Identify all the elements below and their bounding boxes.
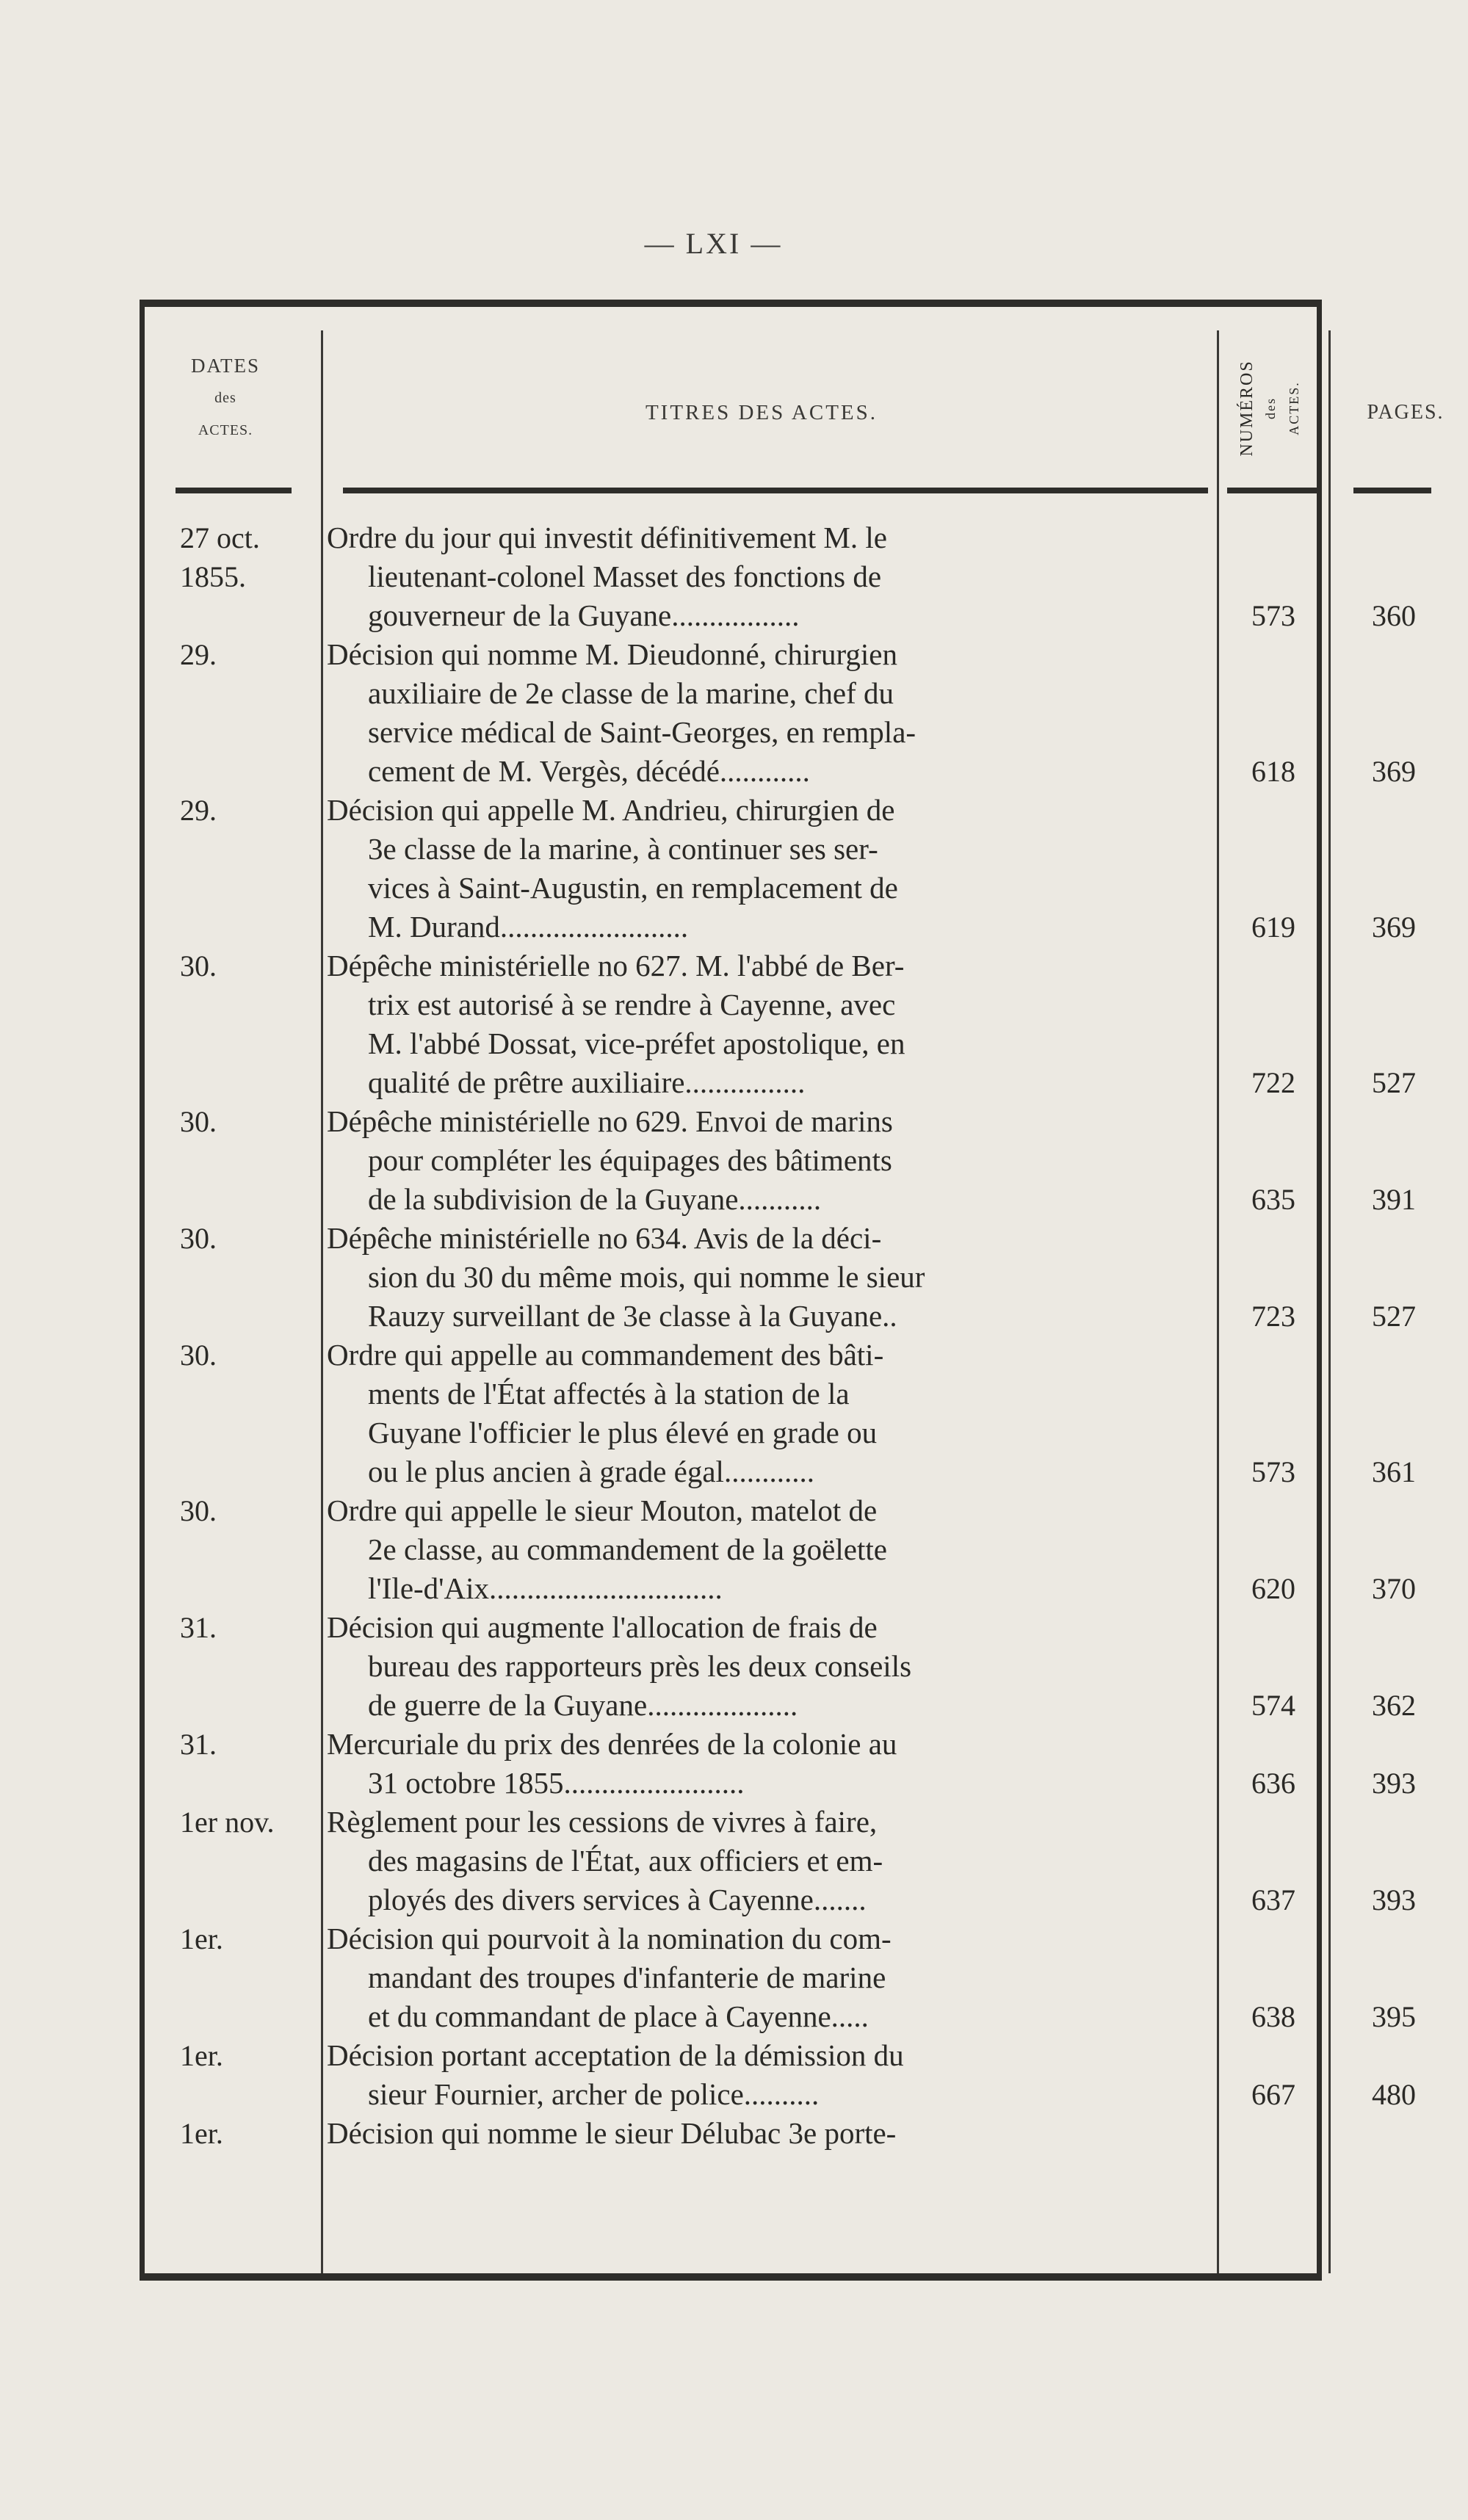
act-page: 480	[1372, 2078, 1416, 2111]
header-rule	[343, 488, 1208, 493]
table-row	[145, 1608, 1416, 1725]
act-title-line: des magasins de l'État, aux officiers et em-	[368, 1844, 883, 1878]
act-date: 1er.	[180, 2039, 223, 2072]
header-pages: PAGES.	[1367, 401, 1445, 424]
act-title-line: 31 octobre 1855........................	[368, 1766, 745, 1800]
act-title-line: Dépêche ministérielle no 629. Envoi de marins	[327, 1104, 893, 1138]
table-body	[145, 518, 1416, 2153]
act-number: 619	[1251, 910, 1295, 944]
act-number: 636	[1251, 1767, 1295, 1800]
act-title	[327, 1491, 1217, 1608]
act-title-line: M. l'abbé Dossat, vice-préfet apostolique, en	[368, 1027, 905, 1060]
act-title-line: Ordre qui appelle le sieur Mouton, matelot de	[327, 1493, 878, 1527]
act-date: 30.	[180, 1105, 217, 1138]
act-date: 1er.	[180, 1922, 223, 1955]
act-number: 667	[1251, 2078, 1295, 2111]
act-title-line: Décision qui appelle M. Andrieu, chirurgien de	[327, 793, 895, 827]
act-number: 574	[1251, 1689, 1295, 1722]
act-date: 30.	[180, 949, 217, 982]
table-row	[145, 518, 1416, 635]
act-title	[327, 1803, 1217, 1919]
act-title-line: ou le plus ancien à grade égal............	[368, 1455, 814, 1488]
act-number: 573	[1251, 1455, 1295, 1488]
act-page: 393	[1372, 1883, 1416, 1916]
act-title-line: ments de l'État affectés à la station de la	[368, 1377, 850, 1411]
header-rule	[1353, 488, 1431, 493]
header-dates-line: ACTES.	[198, 422, 253, 438]
act-title	[327, 635, 1217, 791]
act-date: 31.	[180, 1728, 217, 1761]
act-title-line: auxiliaire de 2e classe de la marine, chef du	[368, 676, 894, 710]
act-title-line: Ordre qui appelle au commandement des bâti-	[327, 1338, 884, 1372]
act-title	[327, 1336, 1217, 1491]
act-title-line: sieur Fournier, archer de police..........	[368, 2077, 820, 2111]
table-row	[145, 2114, 1327, 2153]
act-title-line: trix est autorisé à se rendre à Cayenne, avec	[368, 988, 896, 1021]
table-row	[145, 1725, 1416, 1803]
act-page: 360	[1372, 599, 1416, 632]
act-date: 1er nov.	[180, 1806, 275, 1839]
act-title-line: gouverneur de la Guyane.................	[368, 598, 800, 632]
act-title-line: l'Ile-d'Aix...............................	[368, 1571, 723, 1605]
act-title	[327, 2036, 1217, 2114]
act-title-line: Mercuriale du prix des denrées de la colonie au	[327, 1727, 897, 1761]
table-row	[145, 1803, 1416, 1919]
act-date: 29.	[180, 638, 217, 671]
act-number: 638	[1251, 2000, 1295, 2033]
act-title-line: Dépêche ministérielle no 627. M. l'abbé de Ber-	[327, 949, 905, 982]
act-title-line: sion du 30 du même mois, qui nomme le sieur	[368, 1260, 925, 1294]
act-title-line: Décision portant acceptation de la démission du	[327, 2038, 904, 2072]
act-title	[327, 1219, 1217, 1336]
table-row	[145, 791, 1416, 946]
act-title-line: service médical de Saint-Georges, en rempla-	[368, 715, 916, 749]
act-title-line: pour compléter les équipages des bâtiments	[368, 1143, 892, 1177]
act-title-line: Décision qui nomme M. Dieudonné, chirurgien	[327, 637, 897, 671]
act-page: 527	[1372, 1300, 1416, 1333]
act-page: 527	[1372, 1066, 1416, 1099]
act-page: 362	[1372, 1689, 1416, 1722]
act-page: 369	[1372, 755, 1416, 788]
header-numeros-line: ACTES.	[1287, 381, 1301, 435]
act-title-line: qualité de prêtre auxiliaire................	[368, 1065, 806, 1099]
act-title-line: mandant des troupes d'infanterie de marine	[368, 1960, 886, 1994]
act-title-line: Décision qui pourvoit à la nomination du com-	[327, 1922, 892, 1955]
act-title-line: de guerre de la Guyane....................	[368, 1688, 798, 1722]
act-date: 27 oct. 1855.	[180, 521, 260, 593]
header-titles: TITRES DES ACTES.	[645, 401, 878, 424]
table-row	[145, 1336, 1416, 1491]
act-title-line: Décision qui augmente l'allocation de frais de	[327, 1610, 878, 1644]
act-date: 30.	[180, 1222, 217, 1255]
table-row	[145, 1102, 1416, 1219]
act-number: 618	[1251, 755, 1295, 788]
header-dates-line: des	[214, 390, 236, 406]
act-title-line: Règlement pour les cessions de vivres à faire,	[327, 1805, 878, 1839]
page-header: — LXI —	[644, 227, 783, 260]
act-number: 637	[1251, 1883, 1295, 1916]
act-title-line: bureau des rapporteurs près les deux conseils	[368, 1649, 912, 1683]
act-title	[327, 2114, 1217, 2153]
act-date: 1er.	[180, 2117, 223, 2150]
table-row	[145, 1491, 1416, 1608]
table-row	[145, 2036, 1416, 2114]
header-numeros-line: des	[1263, 397, 1278, 420]
act-number: 635	[1251, 1183, 1295, 1216]
act-title	[327, 946, 1217, 1102]
act-page: 370	[1372, 1572, 1416, 1605]
act-date: 30.	[180, 1339, 217, 1372]
act-title	[327, 518, 1217, 635]
column-divider	[1328, 330, 1331, 2273]
act-title-line: ployés des divers services à Cayenne.......	[368, 1883, 867, 1916]
act-title-line: 2e classe, au commandement de la goëlette	[368, 1532, 887, 1566]
act-title	[327, 791, 1217, 946]
act-number: 723	[1251, 1300, 1295, 1333]
act-date: 30.	[180, 1494, 217, 1527]
act-title	[327, 1919, 1217, 2036]
act-title	[327, 1102, 1217, 1219]
table-row	[145, 1219, 1416, 1336]
act-page: 369	[1372, 910, 1416, 944]
act-title-line: de la subdivision de la Guyane...........	[368, 1182, 822, 1216]
acts-table	[140, 300, 1445, 2281]
table-row	[145, 946, 1416, 1102]
act-page: 361	[1372, 1455, 1416, 1488]
act-title-line: Guyane l'officier le plus élevé en grade ou	[368, 1416, 878, 1449]
act-number: 620	[1251, 1572, 1295, 1605]
header-numeros-line: NUMÉROS	[1237, 360, 1257, 457]
header-rule	[176, 488, 292, 493]
header-dates	[152, 350, 299, 446]
act-date: 29.	[180, 794, 217, 827]
act-title-line: Rauzy surveillant de 3e classe à la Guyane..	[368, 1299, 897, 1333]
header-dates-line: DATES	[190, 355, 260, 377]
act-title-line: Décision qui nomme le sieur Délubac 3e porte-	[327, 2116, 897, 2150]
act-page: 395	[1372, 2000, 1416, 2033]
act-title-line: cement de M. Vergès, décédé............	[368, 754, 810, 788]
act-title-line: vices à Saint-Augustin, en remplacement de	[368, 871, 898, 905]
act-page: 391	[1372, 1183, 1416, 1216]
act-title-line: 3e classe de la marine, à continuer ses ser-	[368, 832, 878, 866]
act-title-line: Ordre du jour qui investit définitivement M. le	[327, 521, 887, 554]
act-number: 573	[1251, 599, 1295, 632]
act-title-line: lieutenant-colonel Masset des fonctions de	[368, 560, 882, 593]
table-row	[145, 635, 1416, 791]
act-date: 31.	[180, 1611, 217, 1644]
act-title	[327, 1725, 1217, 1803]
act-number: 722	[1251, 1066, 1295, 1099]
act-title	[327, 1608, 1217, 1725]
act-title-line: M. Durand.........................	[368, 910, 689, 944]
act-title-line: Dépêche ministérielle no 634. Avis de la déci-	[327, 1221, 882, 1255]
table-row	[145, 1919, 1416, 2036]
header-numeros	[1215, 327, 1326, 489]
act-title-line: et du commandant de place à Cayenne.....	[368, 1999, 869, 2033]
act-page: 393	[1372, 1767, 1416, 1800]
